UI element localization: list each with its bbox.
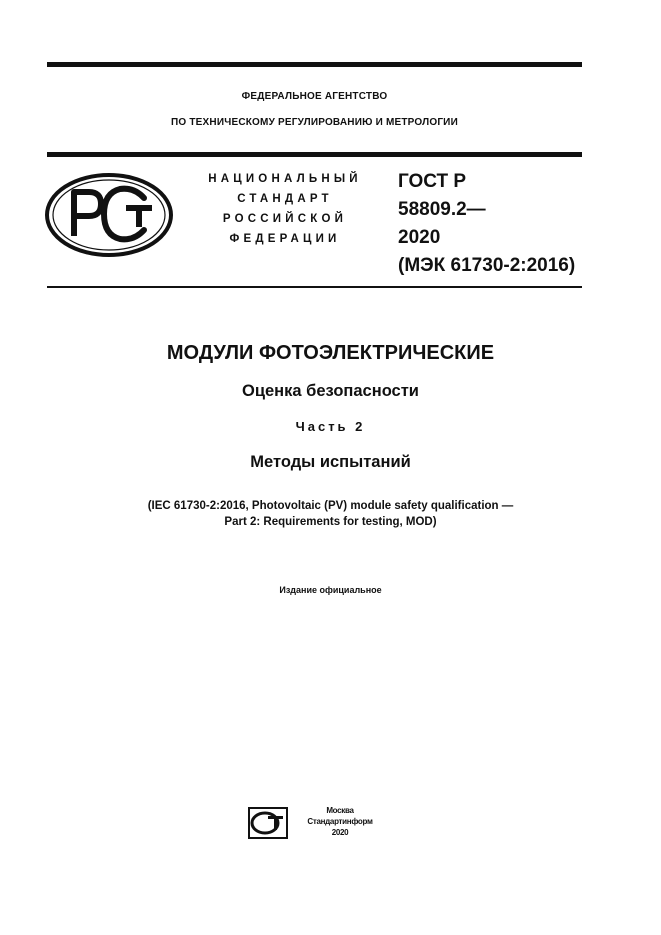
rst-certification-emblem-icon xyxy=(44,172,174,258)
document-title: МОДУЛИ ФОТОЭЛЕКТРИЧЕСКИЕ xyxy=(166,342,495,364)
publisher-name: Стандартинформ xyxy=(307,817,373,826)
source-standard-line-1: (IEC 61730-2:2016, Photovoltaic (PV) module safety qualification — xyxy=(147,500,514,512)
standard-type-line-4: ФЕДЕРАЦИИ xyxy=(229,233,341,245)
designation-line-3: 2020 xyxy=(398,227,441,248)
header-rule xyxy=(47,152,582,157)
agency-line-1: ФЕДЕРАЛЬНОЕ АГЕНТСТВО xyxy=(241,91,388,102)
part-title: Методы испытаний xyxy=(250,453,411,471)
designation-line-4: (МЭК 61730-2:2016) xyxy=(398,255,576,276)
source-standard-line-2: Part 2: Requirements for testing, MOD) xyxy=(224,516,437,528)
publisher-city: Москва xyxy=(326,806,354,815)
standard-type-line-1: НАЦИОНАЛЬНЫЙ xyxy=(208,173,362,185)
part-number: Часть 2 xyxy=(295,419,366,434)
designation-line-1: ГОСТ Р xyxy=(398,171,467,192)
standard-type-line-2: СТАНДАРТ xyxy=(237,193,333,205)
agency-line-2: ПО ТЕХНИЧЕСКОМУ РЕГУЛИРОВАНИЮ И МЕТРОЛОГИИ xyxy=(171,117,458,128)
designation-rule xyxy=(47,286,582,288)
standard-type-line-3: РОССИЙСКОЙ xyxy=(222,213,348,225)
top-rule xyxy=(47,62,582,67)
designation-line-2: 58809.2— xyxy=(398,199,486,220)
standartinform-logo-icon xyxy=(248,807,288,839)
publisher-year: 2020 xyxy=(331,828,349,837)
edition-label: Издание официальное xyxy=(279,585,382,595)
document-subtitle: Оценка безопасности xyxy=(242,382,419,400)
